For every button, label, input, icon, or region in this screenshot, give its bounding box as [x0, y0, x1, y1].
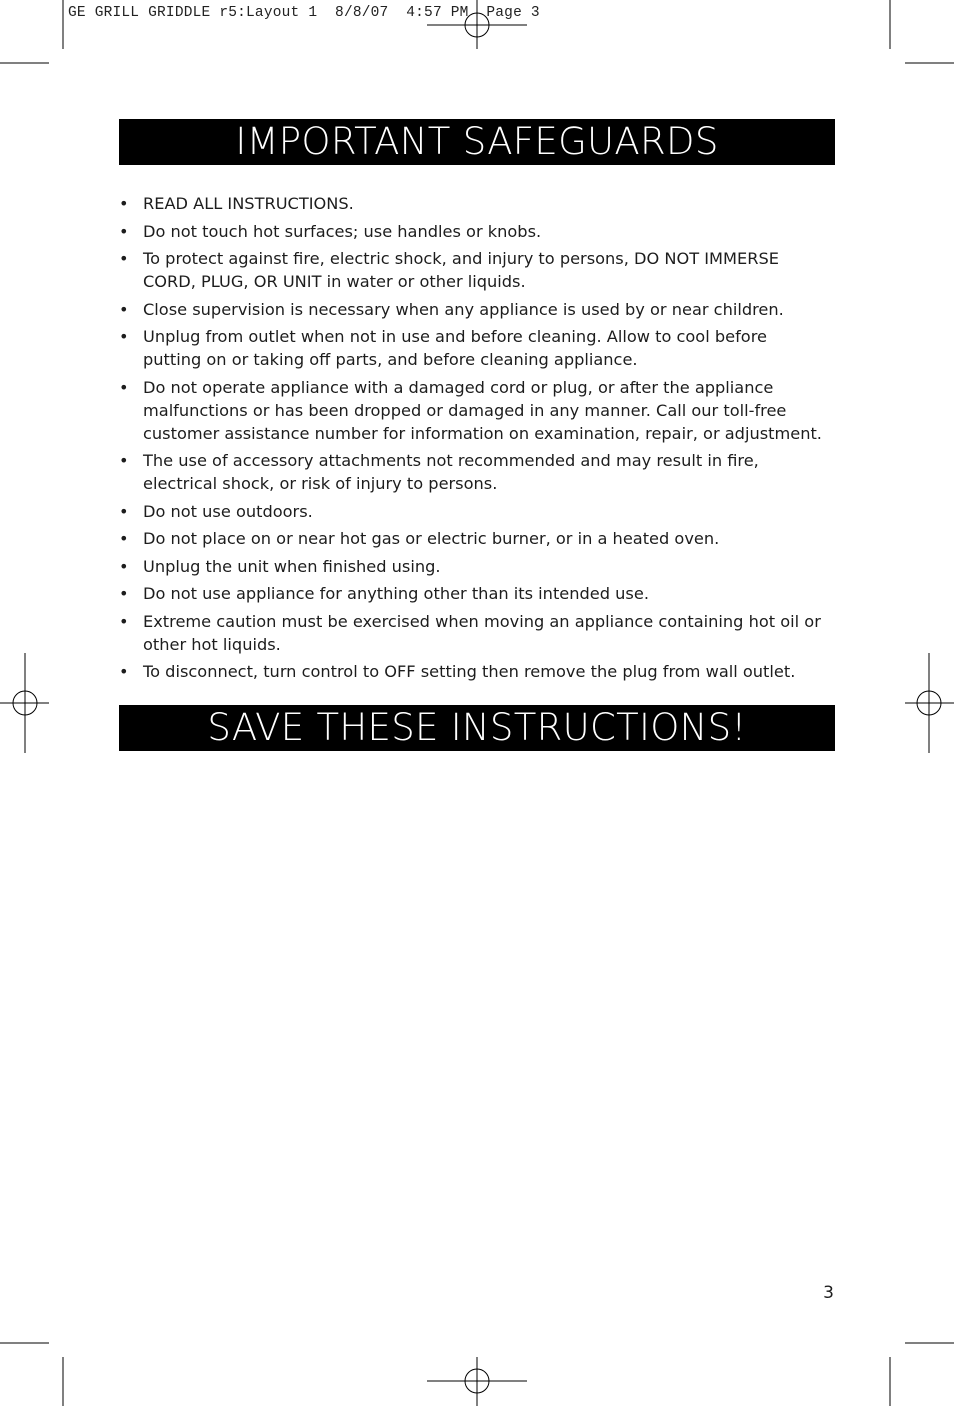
- print-slug: GE GRILL GRIDDLE r5:Layout 1 8/8/07 4:57 PM Page 3: [68, 5, 540, 21]
- bullet-icon: •: [119, 249, 129, 268]
- list-item-text: Unplug from outlet when not in use and before cleaning. Allow to cool before putting on or taking off parts, and before cleaning appliance.: [143, 327, 767, 369]
- list-item-text: Do not operate appliance with a damaged cord or plug, or after the appliance malfunctions or has been dropped or damaged in any manner. Call our toll-free customer assistance number for information on examination, repair, or adjustment.: [143, 377, 822, 443]
- bullet-icon: •: [119, 377, 129, 397]
- list-item-text: Do not use appliance for anything other than its intended use.: [143, 584, 649, 603]
- bullet-icon: •: [119, 501, 129, 521]
- bullet-icon: •: [119, 529, 129, 548]
- bullet-icon: •: [119, 556, 129, 576]
- list-item-text: To protect against fire, electric shock, and injury to persons, DO NOT IMMERSE CORD, PLUG, OR UNIT in water or other liquids.: [143, 249, 779, 291]
- bullet-icon: •: [119, 221, 129, 241]
- bullet-icon: •: [119, 299, 129, 319]
- list-item: [119, 376, 829, 445]
- list-item: [119, 325, 829, 371]
- page-number: 3: [823, 1283, 834, 1303]
- list-item: [119, 220, 829, 243]
- bullet-icon: •: [119, 662, 129, 681]
- list-item: [119, 610, 829, 656]
- list-item: [119, 298, 829, 321]
- list-item-text: Unplug the unit when finished using.: [143, 556, 441, 576]
- list-item-text: Do not touch hot surfaces; use handles or knobs.: [143, 221, 542, 241]
- list-item: [119, 247, 829, 293]
- list-item-text: The use of accessory attachments not recommended and may result in fire, electrical shock, or risk of injury to persons.: [143, 451, 759, 493]
- list-item-text: Close supervision is necessary when any appliance is used by or near children.: [143, 299, 784, 319]
- list-item-text: Do not place on or near hot gas or electric burner, or in a heated oven.: [143, 529, 720, 548]
- bullet-icon: •: [119, 194, 129, 213]
- list-item-text: Extreme caution must be exercised when moving an appliance containing hot oil or other hot liquids.: [143, 611, 821, 654]
- bullet-icon: •: [119, 327, 129, 346]
- list-item: [119, 582, 829, 605]
- registration-mark-left: [0, 653, 49, 753]
- list-item-text: READ ALL INSTRUCTIONS.: [143, 194, 354, 213]
- bullet-icon: •: [119, 584, 129, 603]
- registration-mark-right: [905, 653, 954, 753]
- list-item: [119, 500, 829, 523]
- list-item-text: Do not use outdoors.: [143, 501, 313, 521]
- registration-mark-bottom: [427, 1357, 527, 1406]
- list-item: [119, 192, 829, 215]
- bullet-icon: •: [119, 451, 129, 470]
- safeguards-list: [119, 192, 829, 688]
- list-item: [119, 660, 829, 683]
- list-item: [119, 527, 829, 550]
- bullet-icon: •: [119, 611, 129, 631]
- list-item: [119, 449, 829, 495]
- save-instructions-banner: SAVE THESE INSTRUCTIONS!: [119, 705, 835, 751]
- page-title: IMPORTANT SAFEGUARDS: [119, 119, 835, 165]
- list-item: [119, 555, 829, 578]
- list-item-text: To disconnect, turn control to OFF setting then remove the plug from wall outlet.: [143, 662, 796, 681]
